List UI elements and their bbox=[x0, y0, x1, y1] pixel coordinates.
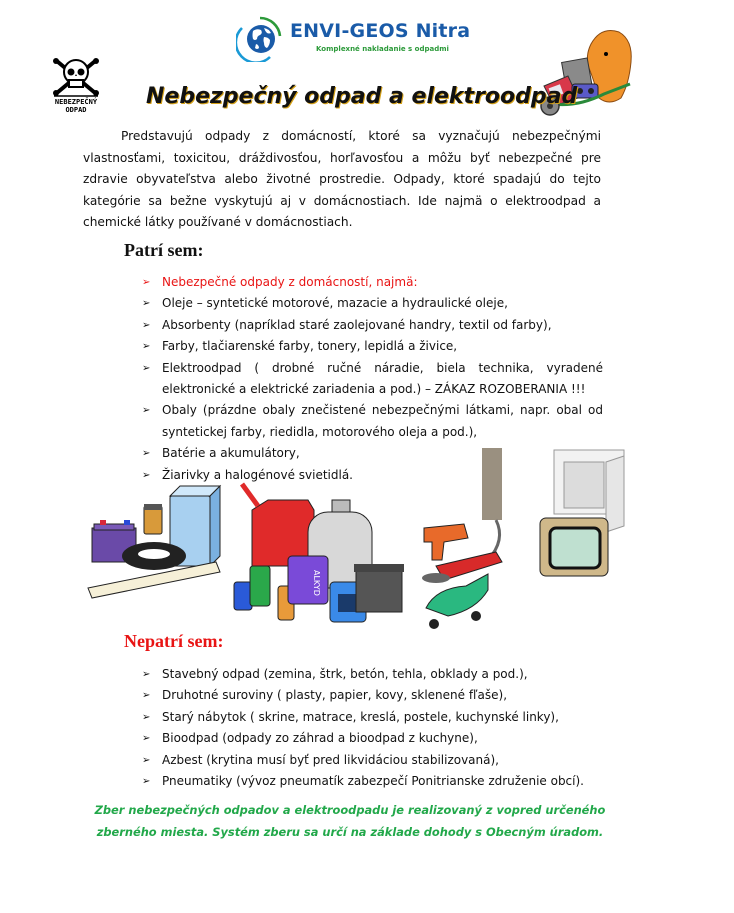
skull-crossbones-icon bbox=[50, 54, 102, 98]
list-item: ➢ Druhotné suroviny ( plasty, papier, kovy, sklenené fľaše), bbox=[142, 685, 603, 706]
arrow-bullet-icon: ➢ bbox=[142, 405, 151, 417]
list-item: ➢ Starý nábytok ( skrine, matrace, kreslá, postele, kuchynské linky), bbox=[142, 707, 603, 728]
arrow-bullet-icon: ➢ bbox=[142, 448, 151, 460]
arrow-bullet-icon: ➢ bbox=[142, 362, 151, 374]
collection-note bbox=[90, 800, 610, 843]
list-item: ➢ Nebezpečné odpady z domácností, najmä: bbox=[142, 272, 603, 293]
crt-tv-icon bbox=[540, 518, 608, 576]
page-title: Nebezpečný odpad a elektroodpad bbox=[146, 84, 578, 109]
arrow-bullet-icon: ➢ bbox=[142, 754, 151, 766]
arrow-bullet-icon: ➢ bbox=[142, 711, 151, 723]
globe-logo-icon bbox=[236, 14, 284, 62]
arrow-bullet-icon: ➢ bbox=[142, 319, 151, 331]
arrow-bullet-icon: ➢ bbox=[142, 341, 151, 353]
door-panel-icon bbox=[482, 448, 502, 520]
list-item: ➢ Bioodpad (odpady zo záhrad a bioodpad z kuchyne), bbox=[142, 728, 603, 749]
battery-cell-icon bbox=[144, 504, 162, 534]
accumulator-icon bbox=[354, 564, 404, 612]
hazard-skull-emblem bbox=[50, 54, 102, 116]
company-logo bbox=[236, 14, 471, 66]
list-item: ➢ Azbest (krytina musí byť pred likvidáciou stabilizovaná), bbox=[142, 750, 603, 771]
skull-label-line1: NEBEZPEČNÝ bbox=[54, 98, 98, 106]
skull-label-line2: ODPAD bbox=[65, 106, 87, 114]
tire-icon bbox=[122, 542, 186, 570]
arrow-bullet-icon: ➢ bbox=[142, 733, 151, 745]
list-item: ➢ Batérie a akumulátory, bbox=[142, 443, 603, 464]
list-item: ➢ Oleje – syntetické motorové, mazacie a hydraulické oleje, bbox=[142, 293, 603, 314]
arrow-bullet-icon: ➢ bbox=[142, 469, 151, 481]
list-item: ➢ Pneumatiky (vývoz pneumatík zabezpečí Ponitrianske združenie obcí). bbox=[142, 771, 603, 792]
belongs-heading: Patrí sem: bbox=[124, 240, 204, 260]
list-item: ➢ Stavebný odpad (zemina, štrk, betón, tehla, obklady a pod.), bbox=[142, 664, 603, 685]
arrow-bullet-icon: ➢ bbox=[142, 669, 151, 680]
list-item: ➢ Absorbenty (napríklad staré zaolejované handry, textil od farby), bbox=[142, 315, 603, 336]
intro-paragraph: Predstavujú odpady z domácností, ktoré sa vyznačujú nebezpečnými vlastnosťami, toxicitou, dráždivosťou, horľavosťou a môžu byť nebezpečné pre zdravie obyvateľstva alebo životné prostredie. Odpady, ktoré spadajú do tejto kategórie sa bežne vyskytujú aj v domácnostiach. Ide najmä o elektroodpad a chemické látky používané v domácnostiach. bbox=[83, 129, 601, 230]
svg-text:ALKYD: ALKYD bbox=[312, 570, 321, 596]
hazardous-waste-illustration bbox=[84, 440, 644, 640]
collection-note-line1: Zber nebezpečných odpadov a elektroodpadu je realizovaný z vopred určeného bbox=[94, 803, 606, 817]
not-belongs-list bbox=[142, 664, 603, 792]
arrow-bullet-icon: ➢ bbox=[142, 776, 151, 788]
logo-tagline: Komplexné nakladanie s odpadmi bbox=[316, 45, 449, 53]
collection-note-line2: zberného miesta. Systém zberu sa určí na základe dohody s Obecným úradom. bbox=[96, 824, 604, 839]
logo-name: ENVI-GEOS Nitra bbox=[290, 20, 471, 42]
list-item: ➢ Obaly (prázdne obaly znečistené nebezpečnými látkami, napr. obal od syntetickej farby, riedidla, motorového oleja a pod.), bbox=[142, 400, 603, 443]
fuel-canister-icon bbox=[242, 484, 314, 566]
not-belongs-heading: Nepatrí sem: bbox=[124, 631, 224, 651]
list-item: ➢ Elektroodpad ( drobné ručné náradie, biela technika, vyradené elektronické a elektrické zariadenia a pod.) – ZÁKAZ ROZOBERANIA !!! bbox=[142, 358, 603, 401]
arrow-bullet-icon: ➢ bbox=[142, 298, 151, 310]
arrow-bullet-icon: ➢ bbox=[142, 277, 151, 288]
arrow-bullet-icon: ➢ bbox=[142, 690, 151, 702]
list-item: ➢ Žiarivky a halogénové svietidlá. bbox=[142, 465, 603, 486]
list-item: ➢ Farby, tlačiarenské farby, tonery, lepidlá a živice, bbox=[142, 336, 603, 357]
